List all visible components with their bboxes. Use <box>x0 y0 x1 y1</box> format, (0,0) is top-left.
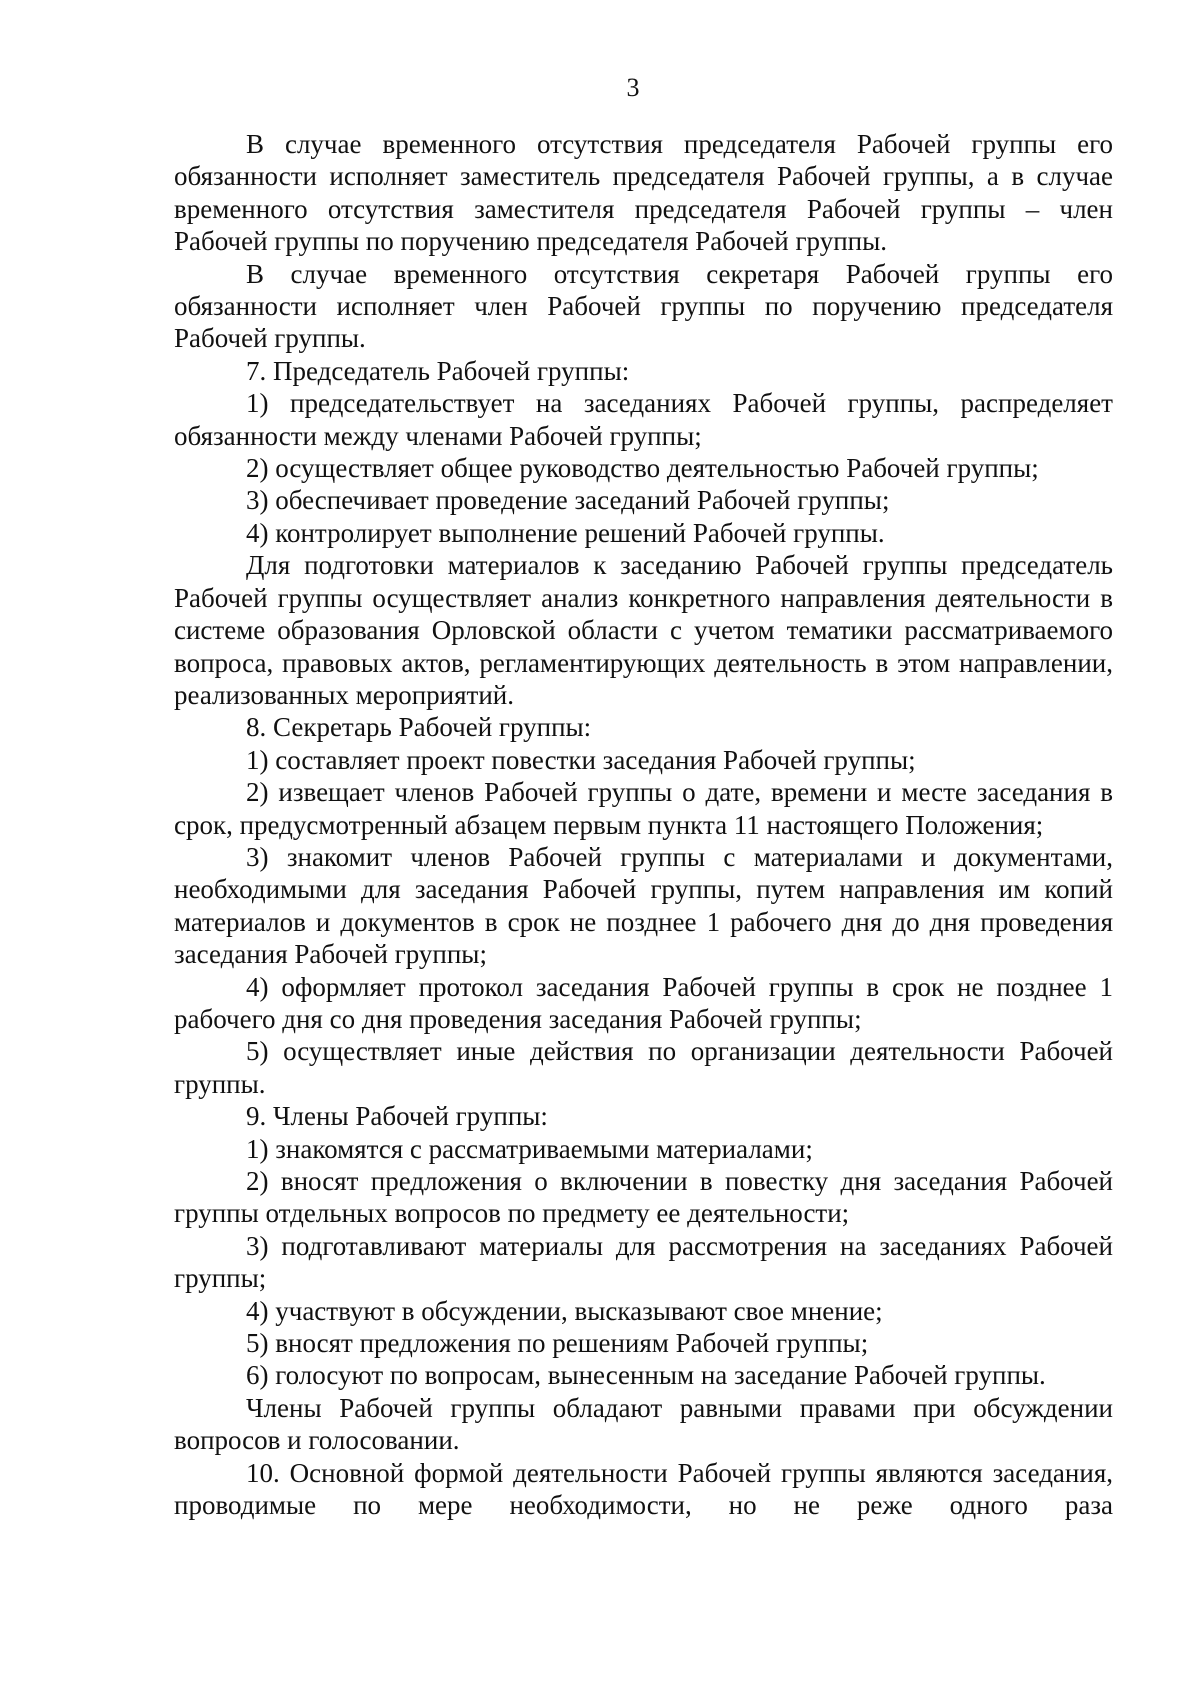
list-item: 3) знакомит членов Рабочей группы с материалами и документами, необходимыми для заседания Рабочей группы, путем направления им копий материалов и документов в срок не позднее 1 рабочего дня до дня проведения заседания Рабочей группы; <box>174 841 1113 970</box>
list-item: 4) участвуют в обсуждении, высказывают свое мнение; <box>246 1295 883 1326</box>
section-8-heading: 8. Секретарь Рабочей группы: <box>246 712 592 743</box>
list-item: 4) контролирует выполнение решений Рабочей группы. <box>246 517 885 548</box>
page-number: 3 <box>626 73 640 102</box>
paragraph-chair-absence: В случае временного отсутствия председателя Рабочей группы его обязанности исполняет заместитель председателя Рабочей группы, а в случае временного отсутствия заместителя председателя Рабочей группы – член Рабочей группы по поручению председателя Рабочей группы. <box>174 129 1113 257</box>
list-item: 3) обеспечивает проведение заседаний Рабочей группы; <box>246 485 890 516</box>
paragraph-equal-rights: Члены Рабочей группы обладают равными правами при обсуждении вопросов и голосовании. <box>174 1392 1113 1456</box>
section-7-heading: 7. Председатель Рабочей группы: <box>246 355 630 386</box>
list-item: 1) составляет проект повестки заседания Рабочей группы; <box>246 744 916 775</box>
list-item: 5) осуществляет иные действия по организации деятельности Рабочей группы. <box>174 1036 1113 1099</box>
paragraph-secretary-absence: В случае временного отсутствия секретаря Рабочей группы его обязанности исполняет член Рабочей группы по поручению председателя Рабочей группы. <box>174 258 1113 354</box>
list-item: 1) знакомятся с рассматриваемыми материалами; <box>246 1133 813 1164</box>
list-item: 4) оформляет протокол заседания Рабочей группы в срок не позднее 1 рабочего дня со дня проведения заседания Рабочей группы; <box>174 971 1113 1034</box>
list-item: 3) подготавливают материалы для рассмотрения на заседаниях Рабочей группы; <box>174 1230 1113 1294</box>
list-item: 5) вносят предложения по решениям Рабочей группы; <box>246 1328 869 1359</box>
list-item: 2) вносят предложения о включении в повестку дня заседания Рабочей группы отдельных вопросов по предмету ее деятельности; <box>174 1166 1113 1229</box>
document-body <box>174 128 1113 1521</box>
section-9-heading: 9. Члены Рабочей группы: <box>246 1101 548 1132</box>
list-item: 2) осуществляет общее руководство деятельностью Рабочей группы; <box>246 453 1039 484</box>
list-item: 6) голосуют по вопросам, вынесенным на заседание Рабочей группы. <box>246 1360 1046 1391</box>
paragraph-materials-preparation: Для подготовки материалов к заседанию Рабочей группы председатель Рабочей группы осуществляет анализ конкретного направления деятельности в системе образования Орловской области с учетом тематики рассматриваемого вопроса, правовых актов, регламентирующих деятельность в этом направлении, реализованных мероприятий. <box>174 550 1113 710</box>
section-10-paragraph: 10. Основной формой деятельности Рабочей группы являются заседания, проводимые по мере необходимости, но не реже одного раза <box>174 1457 1113 1521</box>
list-item: 1) председательствует на заседаниях Рабочей группы, распределяет обязанности между членами Рабочей группы; <box>174 388 1113 451</box>
list-item: 2) извещает членов Рабочей группы о дате, времени и месте заседания в срок, предусмотренный абзацем первым пункта 11 настоящего Положения; <box>174 777 1113 840</box>
